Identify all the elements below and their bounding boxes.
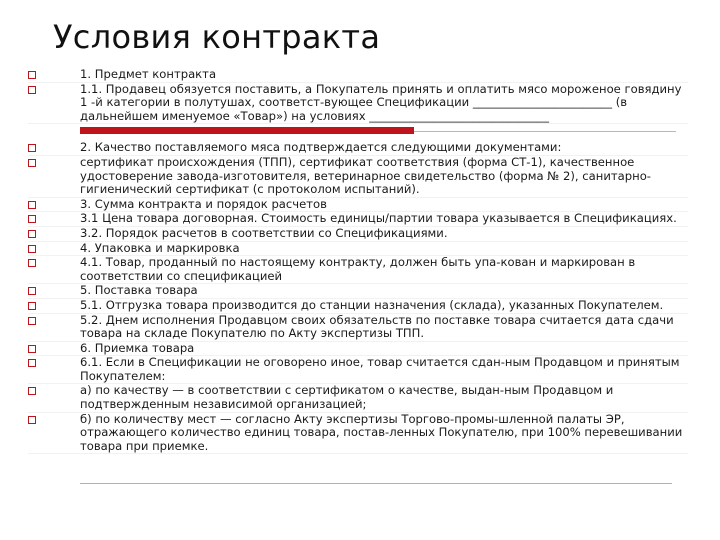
list-item: [28, 342, 688, 357]
hollow-square-bullet-icon: [28, 159, 36, 167]
list-item: [28, 284, 688, 299]
list-item-text: 5. Поставка товара: [80, 283, 198, 298]
list-item-text: 6. Приемка товара: [80, 340, 195, 355]
red-accent-bar: [80, 127, 414, 134]
list-item-text: 3.1 Цена товара договорная. Стоимость единицы/партии товара указывается в Спецификациях.: [80, 211, 677, 226]
list-item: [28, 212, 688, 227]
list-item: [28, 314, 688, 342]
list-item-text: сертификат происхождения (ТПП), сертификат соответствия (форма СТ-1), качественное удостоверение завода-изготовителя, ветеринарное свидетельство (форма № 2), санитарно-гигиенический сертификат (с протоколом испытаний).: [80, 154, 651, 197]
list-item-text: 1.1. Продавец обязуется поставить, а Покупатель принять и оплатить мясо мороженое говядину 1 -й категории в полутушах, соответст-вующее Спецификации ________________________ (в дальнейшем именуемое «Товар») на условиях _______________________________: [80, 81, 682, 123]
hollow-square-bullet-icon: [28, 245, 36, 253]
list-item-text: 5.1. Отгрузка товара производится до станции назначения (склада), указанных Покупателем.: [80, 297, 664, 312]
bottom-rule: [80, 483, 672, 484]
list-item: [28, 384, 688, 412]
list-item: [28, 141, 688, 156]
list-item-text: 3. Сумма контракта и порядок расчетов: [80, 196, 327, 211]
hollow-square-bullet-icon: [28, 71, 36, 79]
list-item-text: 5.2. Днем исполнения Продавцом своих обязательств по поставке товара считается дата сдачи товара на складе Покупателю по Акту экспертизы ТПП.: [80, 312, 674, 341]
contract-terms-list: [28, 68, 688, 454]
hollow-square-bullet-icon: [28, 201, 36, 209]
list-item: [28, 356, 688, 384]
hollow-square-bullet-icon: [28, 259, 36, 267]
list-item-text: 6.1. Если в Спецификации не оговорено иное, товар считается сдан-ным Продавцом и принятым Покупателем:: [80, 355, 680, 383]
hollow-square-bullet-icon: [28, 86, 36, 94]
list-item: [28, 156, 688, 198]
list-item-text: б) по количеству мест — согласно Акту экспертизы Торгово-промы-шленной палаты ЭР, отражающего количество единиц товара, постав-ленных Покупателю, при 100% перевешивании товара при приемке.: [80, 411, 683, 453]
list-item-text: 4.1. Товар, проданный по настоящему контракту, должен быть упа-кован и маркирован в соответствии со спецификацией: [80, 255, 636, 283]
list-item: [28, 256, 688, 284]
list-item-text: а) по качеству — в соответствии с сертификатом о качестве, выдан-ным Продавцом и подтвержденным независимой организацией;: [80, 383, 614, 412]
list-item: [28, 68, 688, 83]
hollow-square-bullet-icon: [28, 215, 36, 223]
list-item-text: 4. Упаковка и маркировка: [80, 240, 240, 255]
hollow-square-bullet-icon: [28, 230, 36, 238]
hollow-square-bullet-icon: [28, 144, 36, 152]
list-item: [28, 198, 688, 213]
hollow-square-bullet-icon: [28, 317, 36, 325]
hollow-square-bullet-icon: [28, 359, 36, 367]
hollow-square-bullet-icon: [28, 416, 36, 424]
list-item-text: 2. Качество поставляемого мяса подтверждается следующими документами:: [80, 140, 562, 155]
slide-title: Условия контракта: [53, 18, 381, 56]
hollow-square-bullet-icon: [28, 287, 36, 295]
list-item-text: 3.2. Порядок расчетов в соответствии со Спецификациями.: [80, 225, 448, 240]
list-item: [28, 83, 688, 125]
list-item: [28, 413, 688, 455]
list-item: [28, 227, 688, 242]
list-item-text: 1. Предмет контракта: [80, 67, 217, 81]
hollow-square-bullet-icon: [28, 345, 36, 353]
hollow-square-bullet-icon: [28, 302, 36, 310]
list-item: [28, 242, 688, 257]
hollow-square-bullet-icon: [28, 387, 36, 395]
underline-separator: [28, 125, 688, 135]
list-item: [28, 299, 688, 314]
